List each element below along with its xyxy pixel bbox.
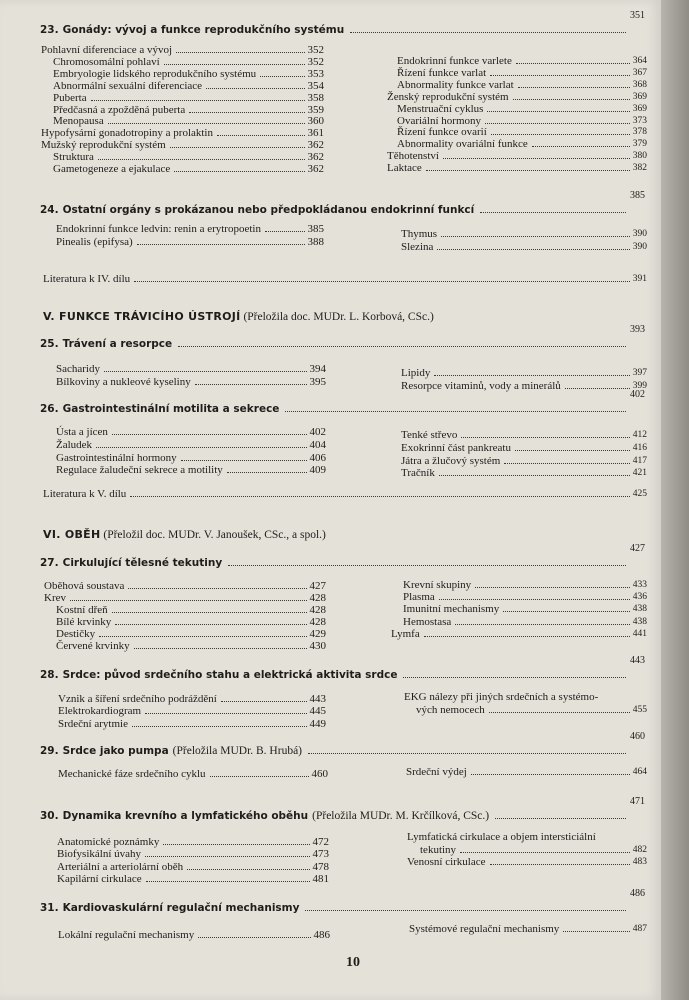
entry-page: 482 [632,845,647,855]
entry-label: Abnormality ovariální funkce [397,138,528,151]
entry-page: 436 [632,592,647,603]
dot-leader [403,677,626,678]
dot-leader [99,636,306,637]
entry-page: 428 [309,591,326,604]
entry-label: Mechanické fáze srdečního cyklu [58,768,206,780]
chapter-title [40,190,645,216]
entry-page: 455 [632,705,647,715]
dot-leader [91,100,305,101]
toc-entry [407,855,647,868]
chapter-title [40,324,645,350]
dot-leader [491,134,630,135]
dot-leader [164,64,305,65]
entry-label: Lymfatická cirkulace a objem intersticiální [407,831,596,843]
entry-page: 362 [307,163,324,175]
entry-label: Sacharidy [56,363,100,375]
chapter-page: 402 [630,389,645,400]
dot-leader [134,648,307,649]
entry-page: 369 [632,91,647,102]
toc-entry [56,375,326,388]
dot-leader [308,753,626,754]
entry-label: Gastrointestinální hormony [56,451,177,464]
toc-entry [56,463,326,476]
toc-entry [56,451,326,464]
dot-leader [115,624,306,625]
dot-leader [146,881,310,882]
entry-page: 395 [309,376,326,388]
dot-leader [189,112,304,113]
entry-page: 360 [307,115,324,128]
dot-leader [181,460,307,461]
entry-page: 481 [312,872,329,885]
entry-label: Řízení funkce ovarií [397,126,487,139]
chapter-number: 25. [40,338,59,350]
part-heading [43,310,434,326]
entry-label: Chromosomální pohlaví [53,55,160,68]
toc-entry [56,639,326,652]
dot-leader [128,588,306,589]
dot-leader [350,32,626,33]
chapter-heading: Gonády: vývoj a funkce reprodukčního systému [62,24,345,36]
dot-leader [490,864,630,865]
dot-leader [145,713,306,714]
entry-page: 421 [632,468,647,479]
chapter-number: 29. [40,745,59,757]
entry-label: Hemostasa [403,615,452,628]
chapter-heading: Srdce jako pumpa [62,745,169,757]
chapter-heading: Gastrointestinální motilita a sekrece [62,403,280,415]
chapter-heading: Ostatní orgány s prokázanou nebo předpokládanou endokrinní funkcí [62,204,475,216]
chapter-number: 31. [40,902,59,914]
entry-page: 443 [309,693,326,705]
toc-entry [53,162,324,175]
chapter-title [40,389,645,415]
entry-page: 412 [632,430,647,440]
toc-entry [56,362,326,375]
toc-entry [401,366,647,379]
entry-label: Anatomické poznámky [57,836,160,848]
dot-leader [461,437,629,438]
entry-page: 487 [632,924,647,934]
entry-page: 369 [632,103,647,114]
entry-page: 382 [632,163,647,174]
entry-page: 473 [312,848,329,861]
chapter-page: 351 [630,10,645,21]
entry-page: 385 [307,223,324,235]
toc-entry [58,717,326,730]
entry-label: Destičky [56,627,96,640]
chapter-translator: (Přeložila MUDr. M. Krčílková, CSc.) [312,810,490,822]
dot-leader [96,447,306,448]
entry-label: Resorpce vitaminů, vody a minerálů [401,380,561,392]
dot-leader [443,158,630,159]
entry-page: 352 [307,44,324,56]
toc-entry [401,428,647,441]
dot-leader [170,147,305,148]
page-edge-shadow [661,0,689,1000]
dot-leader [504,463,629,464]
dot-leader [176,52,304,53]
entry-label: Oběhová soustava [44,580,125,592]
entry-page: 390 [632,241,647,252]
dot-leader [490,75,630,76]
dot-leader [98,159,305,160]
entry-label: Biofysikální úvahy [57,848,142,861]
entry-page: 394 [309,363,326,375]
entry-label: Venosní cirkulace [407,856,486,868]
toc-entry [401,454,647,467]
chapter-heading: Kardiovaskulární regulační mechanismy [62,902,300,914]
entry-page: 364 [632,56,647,66]
toc-entry [401,441,647,454]
chapter-title [40,888,645,914]
entry-label: Ovariální hormony [397,114,482,127]
entry-page: 409 [309,464,326,477]
chapter-number: 26. [40,403,59,415]
entry-label: Bílkoviny a nukleové kyseliny [56,376,191,388]
entry-label: Endokrinní funkce varlete [397,55,512,67]
dot-leader [460,852,630,853]
dot-leader [437,249,629,250]
entry-label: Elektrokardiogram [58,705,142,718]
entry-label: Regulace žaludeční sekrece a motility [56,464,223,477]
entry-page: 359 [307,103,324,116]
dot-leader [217,135,305,136]
chapter-title [40,731,645,757]
entry-label: Ústa a jícen [56,426,108,438]
chapter-page: 385 [630,190,645,201]
entry-label: Abnormality funkce varlat [397,78,514,91]
entry-page: 483 [632,857,647,867]
dot-leader [187,869,309,870]
entry-label: Embryologie lidského reprodukčního systému [53,67,257,80]
entry-page: 478 [312,860,329,873]
toc-entry [58,692,326,705]
entry-label: Thymus [401,228,438,240]
toc-entry-line [404,690,598,703]
entry-page: 368 [632,79,647,90]
entry-page: 464 [632,767,647,777]
entry-label: Lipidy [401,367,431,379]
chapter-title [40,543,645,569]
entry-page: 362 [307,139,324,152]
entry-label: Ženský reprodukční systém [387,90,509,103]
entry-label: Tenké střevo [401,429,458,441]
chapter-page: 486 [630,888,645,899]
chapter-page: 393 [630,324,645,335]
toc-entry [56,222,324,235]
entry-label: Puberta [53,91,87,104]
dot-leader [112,434,307,435]
entry-label: Srdeční arytmie [58,717,128,730]
entry-label: Literatura k IV. dílu [43,273,131,285]
toc-entry [403,578,647,591]
dot-leader [130,496,629,497]
chapter-translator: (Přeložila MUDr. B. Hrubá) [172,745,303,757]
dot-leader [206,88,304,89]
toc-entry [403,615,647,628]
entry-page: 428 [309,603,326,616]
entry-label: Srdeční výdej [406,766,467,778]
dot-leader [210,776,309,777]
entry-page: 417 [632,455,647,466]
entry-page: 425 [632,489,647,499]
entry-page: 438 [632,616,647,627]
dot-leader [221,701,307,702]
entry-label: Červené krvinky [56,639,130,652]
entry-page: 380 [632,151,647,162]
entry-label: Imunitní mechanismy [403,603,500,616]
chapter-page: 443 [630,655,645,666]
entry-label: Laktace [387,162,422,175]
entry-label: Hypofysární gonadotropiny a prolaktin [41,127,213,140]
dot-leader [513,99,630,100]
entry-label: Endokrinní funkce ledvin: renin a erytropoetin [56,223,261,235]
dot-leader [424,636,630,637]
entry-page: 472 [312,836,329,848]
chapter-number: 23. [40,24,59,36]
toc-entry [403,590,647,603]
toc-entry [58,767,328,780]
entry-page: 449 [309,717,326,730]
dot-leader [441,236,630,237]
entry-label: Arteriální a arteriolární oběh [57,860,184,873]
entry-page: 361 [307,127,324,140]
dot-leader [503,611,630,612]
entry-page: 354 [307,79,324,92]
toc-entry [406,765,647,778]
entry-label: Literatura k V. dílu [43,488,127,500]
toc-entry [409,922,647,935]
dot-leader [198,937,310,938]
entry-page: 378 [632,127,647,138]
toc-entry [401,379,647,392]
dot-leader [178,346,626,347]
dot-leader [489,712,630,713]
entry-page: 486 [313,929,330,941]
entry-label: EKG nálezy při jiných srdečních a systémo- [404,691,599,703]
dot-leader [227,472,307,473]
entry-label: Systémové regulační mechanismy [409,923,560,935]
dot-leader [518,87,630,88]
entry-page: 416 [632,442,647,453]
entry-label: Pinealis (epifysa) [56,235,133,248]
entry-page: 441 [632,628,647,639]
dot-leader [228,565,626,566]
chapter-page: 471 [630,796,645,807]
chapter-number: 24. [40,204,59,216]
entry-page: 373 [632,115,647,126]
entry-label: Těhotenství [387,150,439,163]
dot-leader [487,111,629,112]
entry-page: 406 [309,451,326,464]
entry-page: 358 [307,91,324,104]
entry-label: Kostní dřeň [56,603,108,616]
part-title: VI. OBĚH [43,528,101,541]
part-heading [43,528,326,544]
dot-leader [132,726,307,727]
entry-label: Lymfa [391,627,420,640]
entry-label: Krevní skupiny [403,579,472,591]
page-number: 10 [346,955,360,970]
dot-leader [260,76,304,77]
dot-leader [137,244,305,245]
chapter-title [40,796,645,822]
toc-entry [56,235,324,248]
toc-entry [57,860,329,873]
entry-page: 427 [309,580,326,592]
toc-entry [43,272,647,285]
entry-label: Lokální regulační mechanismy [58,929,195,941]
part-translator: (Přeložil doc. MUDr. V. Janoušek, CSc., a spol.) [103,529,326,541]
toc-entry [56,425,326,438]
dot-leader [439,475,630,476]
entry-label: Menopausa [53,115,104,128]
toc-entry [57,835,329,848]
entry-label: Plasma [403,591,435,604]
chapter-page: 460 [630,731,645,742]
entry-label: Gametogeneze a ejakulace [53,163,171,175]
entry-label: Slezina [401,240,434,253]
dot-leader [108,123,305,124]
entry-page: 397 [632,368,647,378]
dot-leader [145,856,309,857]
entry-page: 404 [309,438,326,451]
entry-page: 388 [307,235,324,248]
dot-leader [563,931,629,932]
entry-label: Žaludek [56,438,93,451]
dot-leader [495,818,626,819]
entry-label: Kapilární cirkulace [57,872,142,885]
toc-entry [58,704,326,717]
toc-entry [387,161,647,174]
toc-entry [391,627,647,640]
entry-page: 402 [309,426,326,438]
dot-leader [439,599,630,600]
toc-entry [401,227,647,240]
dot-leader [134,281,630,282]
entry-label: Řízení funkce varlat [397,66,487,79]
entry-page: 352 [307,55,324,68]
toc-entry [58,928,330,941]
entry-label: Játra a žlučový systém [401,454,501,467]
toc-entry [56,438,326,451]
chapter-title [40,655,645,681]
toc-entry [57,872,329,885]
entry-page: 353 [307,67,324,80]
entry-page: 430 [309,639,326,652]
entry-page: 399 [632,381,647,391]
dot-leader [565,388,630,389]
dot-leader [70,600,307,601]
entry-label: Menstruační cyklus [397,102,484,115]
dot-leader [104,371,307,372]
entry-label: Mužský reprodukční systém [41,139,166,152]
entry-page: 428 [309,615,326,628]
dot-leader [471,774,630,775]
dot-leader [426,170,630,171]
entry-page: 429 [309,627,326,640]
chapter-number: 27. [40,557,59,569]
toc-entry-line [407,830,596,843]
chapter-page: 427 [630,543,645,554]
entry-label: Pohlavní diferenciace a vývoj [41,44,173,56]
chapter-title [40,10,645,36]
chapter-number: 28. [40,669,59,681]
toc-entry [57,847,329,860]
toc-entry [403,602,647,615]
entry-page: 367 [632,67,647,78]
dot-leader [480,212,626,213]
dot-leader [265,231,305,232]
entry-label: Struktura [53,151,94,164]
entry-label: Tračník [401,467,435,480]
dot-leader [516,63,630,64]
entry-label: Vznik a šíření srdečního podráždění [58,693,217,705]
dot-leader [305,910,626,911]
toc-entry [43,487,647,500]
entry-label: tekutiny [420,844,457,856]
part-translator: (Přeložila doc. MUDr. L. Korbová, CSc.) [243,311,434,323]
chapter-number: 30. [40,810,59,822]
entry-page: 379 [632,139,647,150]
entry-label: vých nemocech [416,704,485,716]
entry-label: Bílé krvinky [56,615,112,628]
entry-page: 445 [309,705,326,718]
dot-leader [112,612,307,613]
chapter-heading: Srdce: původ srdečního stahu a elektrická aktivita srdce [62,669,398,681]
entry-page: 438 [632,604,647,615]
chapter-heading: Trávení a resorpce [62,338,173,350]
entry-label: Exokrinní část pankreatu [401,441,511,454]
toc-entry [401,466,647,479]
dot-leader [532,146,630,147]
chapter-heading: Cirkulující tělesné tekutiny [62,557,223,569]
part-title: V. FUNKCE TRÁVICÍHO ÚSTROJÍ [43,310,241,323]
entry-label: Abnormální sexuální diferenciace [53,79,203,92]
entry-label: Krev [44,591,66,604]
entry-page: 433 [632,580,647,590]
chapter-heading: Dynamika krevního a lymfatického oběhu [62,810,309,822]
dot-leader [174,171,304,172]
dot-leader [285,411,626,412]
dot-leader [163,844,309,845]
entry-page: 362 [307,151,324,164]
dot-leader [475,587,630,588]
dot-leader [485,123,630,124]
toc-entry [401,240,647,253]
dot-leader [515,450,630,451]
dot-leader [455,624,629,625]
toc-entry [416,703,647,716]
dot-leader [195,384,307,385]
entry-label: Předčasná a zpožděná puberta [53,103,186,116]
entry-page: 460 [311,768,328,780]
entry-page: 390 [632,229,647,239]
dot-leader [434,375,629,376]
entry-page: 391 [632,274,647,284]
